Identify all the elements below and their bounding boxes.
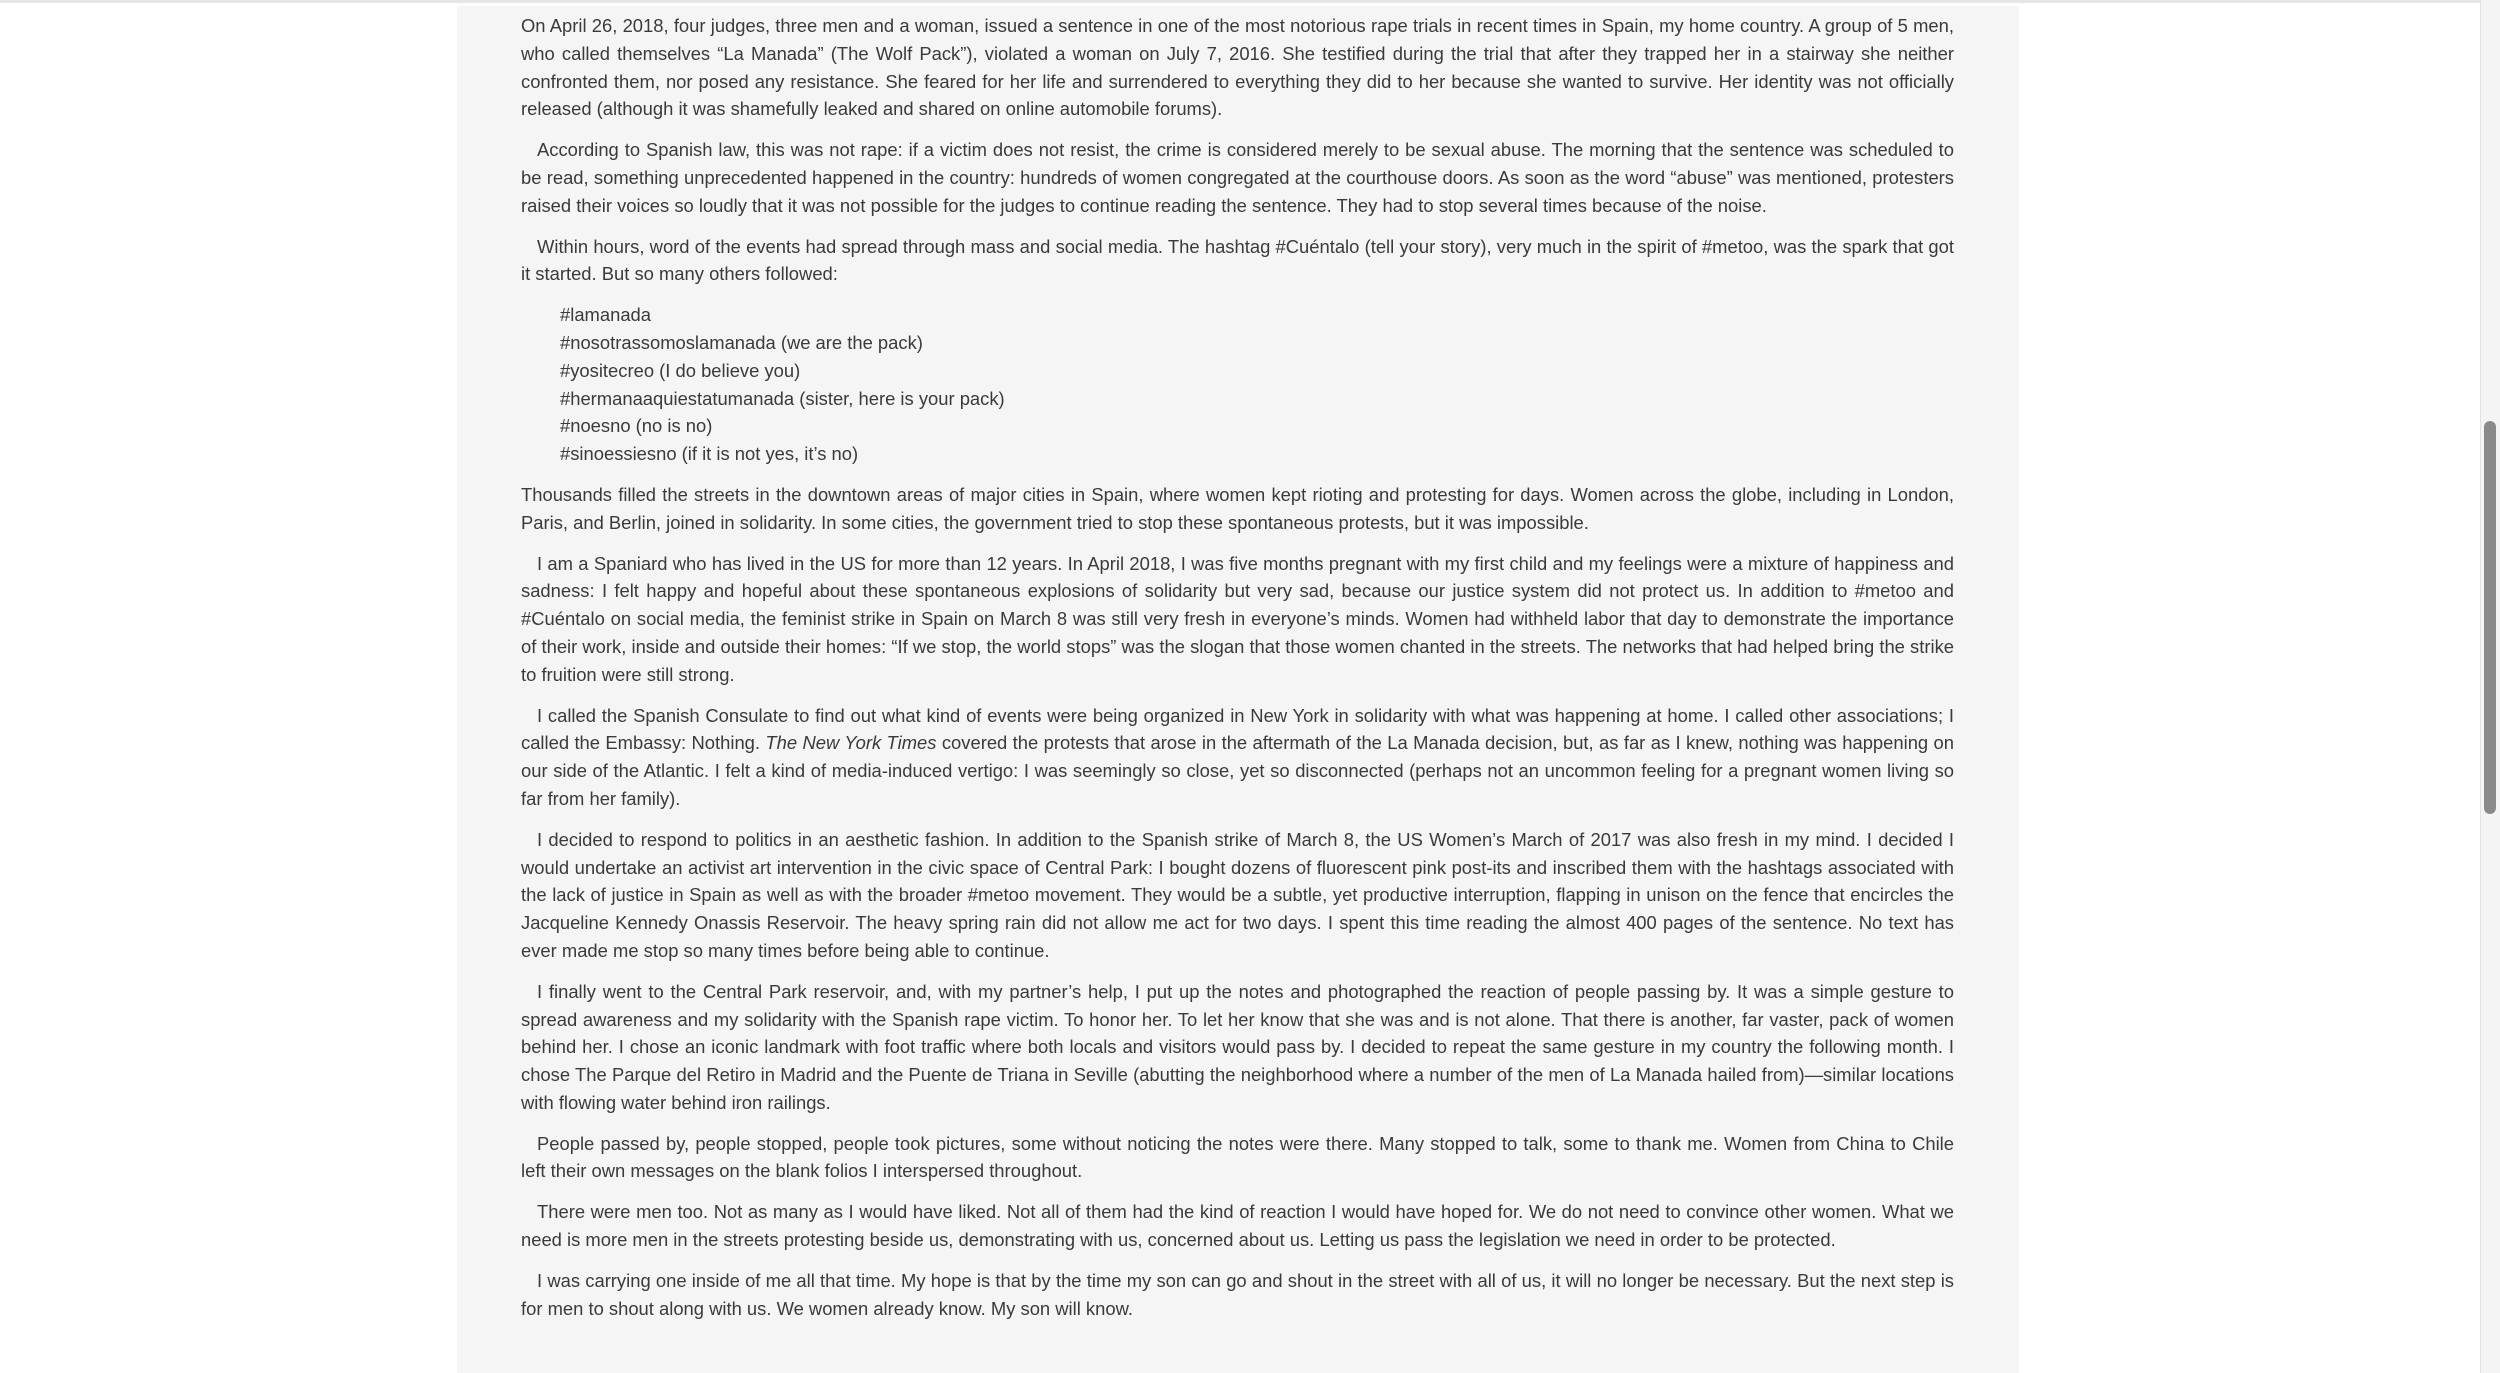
body-paragraph (521, 1130, 1954, 1186)
paragraph-text: I decided to respond to politics in an aesthetic fashion. In addition to the Spanish strike of March 8, the US Women’s March of 2017 was also fresh in my mind. I decided I would undertake an activist art intervention in the civic space of Central Park: I bought dozens of fluorescent pink post-its and inscribed them with the hashtags associated with the lack of justice in Spain as well as with the broader #metoo movement. They would be a subtle, yet productive interruption, flapping in unison on the fence that encircles the Jacqueline Kennedy Onassis Reservoir. The heavy spring rain did not allow me act for two days. I spent this time reading the almost 400 pages of the sentence. No text has ever made me stop so many times before being able to continue. (521, 828, 1954, 961)
body-paragraph (521, 481, 1954, 537)
paragraph-text: People passed by, people stopped, people took pictures, some without noticing the notes were there. Many stopped to talk, some to thank me. Women from China to Chile left their own messages on the blank folios I interspersed throughout. (521, 1132, 1954, 1182)
body-paragraph (521, 136, 1954, 219)
body-paragraph (521, 826, 1954, 965)
body-paragraph (521, 233, 1954, 289)
body-paragraph (521, 1198, 1954, 1254)
hashtag-item: #nosotrassomoslamanada (we are the pack) (560, 331, 923, 353)
hashtag-item: #hermanaaquiestatumanada (sister, here is your pack) (560, 387, 1005, 409)
hashtag-item: #lamanada (560, 304, 652, 326)
paragraph-text: According to Spanish law, this was not rape: if a victim does not resist, the crime is considered merely to be sexual abuse. The morning that the sentence was scheduled to be read, something unprecedented happened in the country: hundreds of women congregated at the courthouse doors. As soon as the word “abuse” was mentioned, protesters raised their voices so loudly that it was not possible for the judges to continue reading the sentence. They had to stop several times because of the noise. (521, 139, 1954, 216)
article-body (457, 6, 2019, 1373)
vertical-scrollbar[interactable] (2480, 0, 2500, 1373)
paragraph-text: Within hours, word of the events had spread through mass and social media. The hashtag #Cuéntalo (tell your story), very much in the spirit of #metoo, was the spark that got it started. But so many others followed: (521, 235, 1954, 285)
paragraph-text: covered the protests that arose in the aftermath of the La Manada decision, but, as far as I knew, nothing was happening on our side of the Atlantic. I felt a kind of media-induced vertigo: I was seemingly so close, yet so disconnected (perhaps not an uncommon feeling for a pregnant women living so far from her family). (521, 732, 1954, 809)
hashtag-item: #yositecreo (I do believe you) (560, 359, 801, 381)
hashtag-list (521, 301, 1954, 468)
publication-title: The New York Times (765, 732, 937, 754)
scrollbar-thumb[interactable] (2484, 421, 2496, 814)
body-paragraph (521, 978, 1954, 1117)
hashtag-item: #sinoessiesno (if it is not yes, it’s no) (560, 443, 859, 465)
body-paragraph (521, 1267, 1954, 1323)
paragraph-text: I am a Spaniard who has lived in the US for more than 12 years. In April 2018, I was five months pregnant with my first child and my feelings were a mixture of happiness and sadness: I felt happy and hopeful about these spontaneous explosions of solidarity but very sad, because our justice system did not protect us. In addition to #metoo and #Cuéntalo on social media, the feminist strike in Spain on March 8 was still very fresh in everyone’s minds. Women had withheld labor that day to demonstrate the importance of their work, inside and outside their homes: “If we stop, the world stops” was the slogan that those women chanted in the streets. The networks that had helped bring the strike to fruition were still strong. (521, 552, 1954, 685)
paragraph-text: I finally went to the Central Park reservoir, and, with my partner’s help, I put up the notes and photographed the reaction of people passing by. It was a simple gesture to spread awareness and my solidarity with the Spanish rape victim. To honor her. To let her know that she was and is not alone. That there is another, far vaster, pack of women behind her. I chose an iconic landmark with foot traffic where both locals and visitors would pass by. I decided to repeat the same gesture in my country the following month. I chose The Parque del Retiro in Madrid and the Puente de Triana in Seville (abutting the neighborhood where a number of the men of La Manada hailed from)—similar locations with flowing water behind iron railings. (521, 980, 1954, 1113)
hashtag-item: #noesno (no is no) (560, 415, 713, 437)
body-paragraph (521, 12, 1954, 123)
paragraph-text: I called the Spanish Consulate to find out what kind of events were being organized in New York in solidarity with what was happening at home. I called other associations; I called the Embassy: Nothing. (521, 704, 1954, 754)
window-top-border (0, 0, 2500, 3)
paragraph-text: On April 26, 2018, four judges, three men and a woman, issued a sentence in one of the most notorious rape trials in recent times in Spain, my home country. A group of 5 men, who called themselves “La Manada” (The Wolf Pack”), violated a woman on July 7, 2016. She testified during the trial that after they trapped her in a stairway she neither confronted them, nor posed any resistance. She feared for her life and surrendered to everything they did to her because she wanted to survive. Her identity was not officially released (although it was shamefully leaked and shared on online automobile forums). (521, 15, 1954, 120)
body-paragraph (521, 702, 1954, 813)
paragraph-text: Thousands filled the streets in the downtown areas of major cities in Spain, where women kept rioting and protesting for days. Women across the globe, including in London, Paris, and Berlin, joined in solidarity. In some cities, the government tried to stop these spontaneous protests, but it was impossible. (521, 483, 1954, 533)
paragraph-text: There were men too. Not as many as I would have liked. Not all of them had the kind of reaction I would have hoped for. We do not need to convince other women. What we need is more men in the streets protesting beside us, demonstrating with us, concerned about us. Letting us pass the legislation we need in order to be protected. (521, 1201, 1954, 1251)
body-paragraph (521, 550, 1954, 689)
paragraph-text: I was carrying one inside of me all that time. My hope is that by the time my son can go and shout in the street with all of us, it will no longer be necessary. But the next step is for men to shout along with us. We women already know. My son will know. (521, 1269, 1954, 1319)
